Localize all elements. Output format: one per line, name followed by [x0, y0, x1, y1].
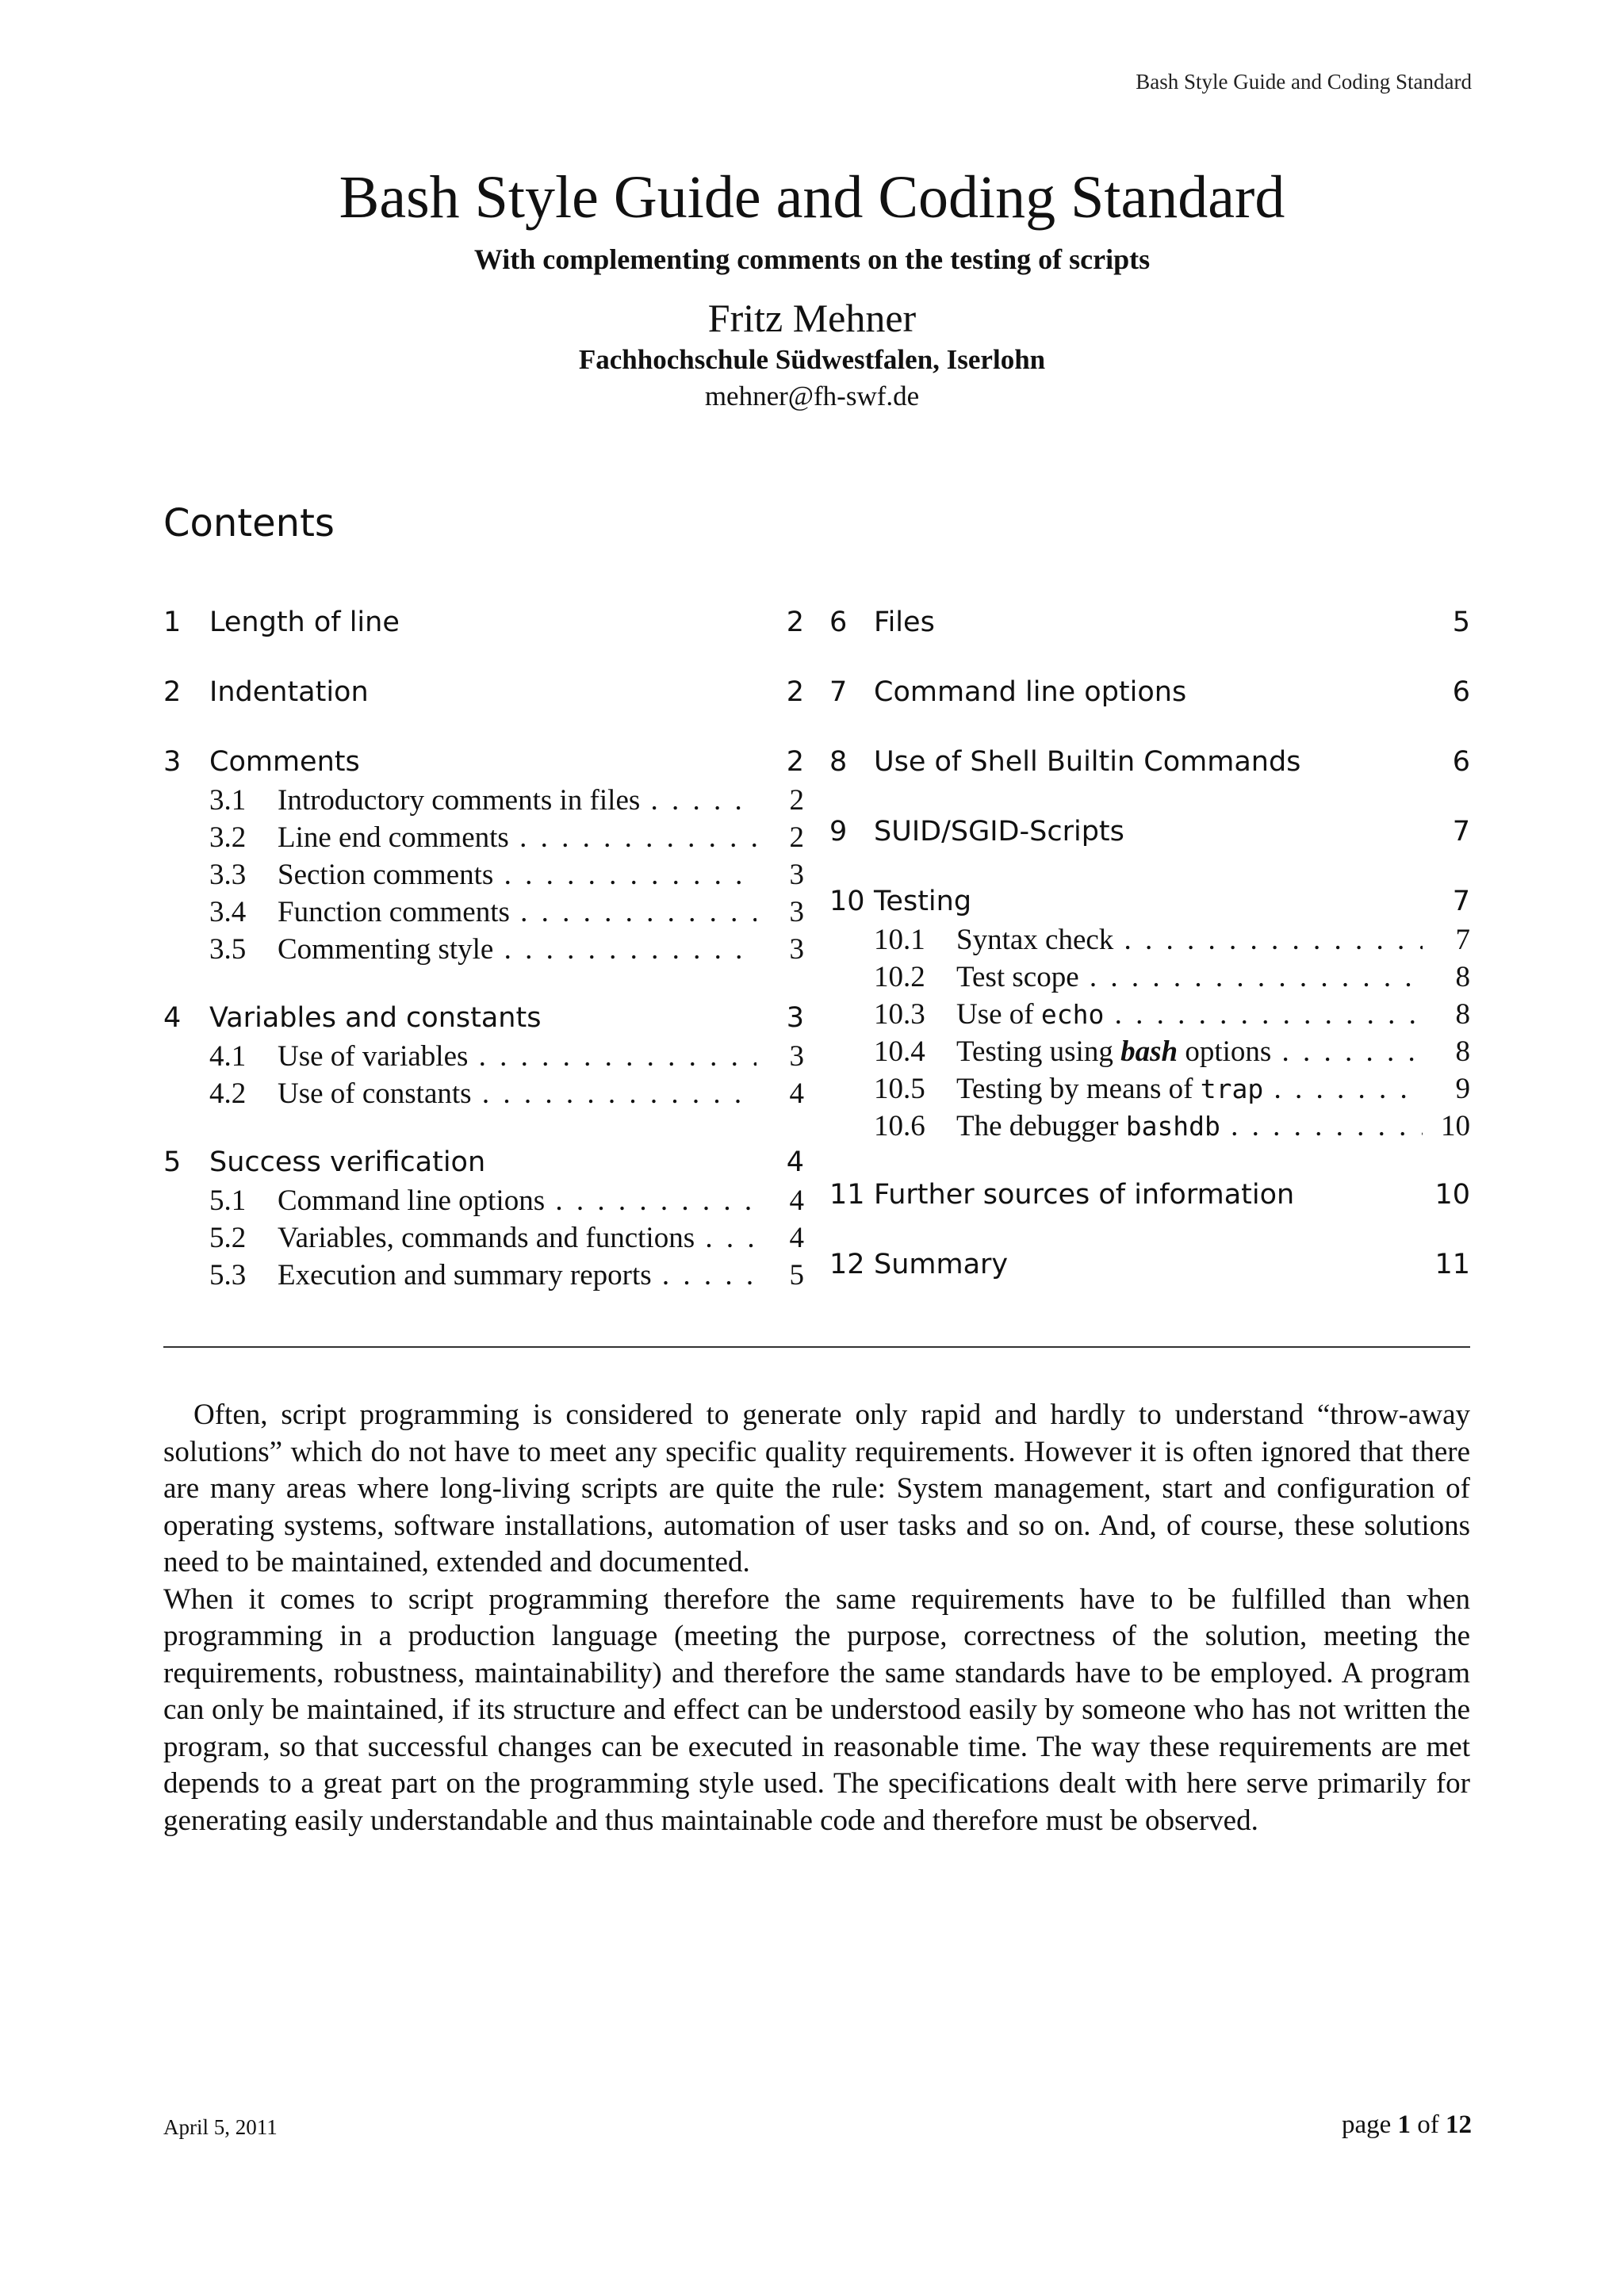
toc-section-entry[interactable]: [829, 1245, 1470, 1284]
toc-subsection-page: 4: [789, 1222, 804, 1254]
toc-section-entry[interactable]: [829, 742, 1470, 782]
toc-subsection-entry[interactable]: [829, 996, 1470, 1033]
toc-subsection-number: 10.3: [874, 998, 925, 1031]
toc-subsection-title-text: Commenting style: [278, 933, 494, 966]
toc-subsection-title: [278, 856, 756, 894]
footer-date: April 5, 2011: [163, 2115, 278, 2139]
toc-subsection-entry[interactable]: [163, 1182, 804, 1219]
toc-subsection-page: 2: [789, 821, 804, 854]
footer-page-word: page: [1341, 2110, 1392, 2139]
toc-section-entry[interactable]: [829, 882, 1470, 921]
toc-subsection-title-text: Testing using: [956, 1035, 1121, 1068]
body-text: [163, 1397, 1470, 1839]
toc-subsection-number: 5.1: [209, 1184, 247, 1217]
toc-section-title: Comments: [209, 746, 360, 778]
toc-subsection-entry[interactable]: [163, 931, 804, 968]
toc-subsection-number: 10.6: [874, 1110, 925, 1142]
toc-section-entry[interactable]: [163, 1142, 804, 1182]
toc-right-column: [829, 603, 1470, 1314]
toc-section-page: 6: [1452, 746, 1470, 778]
toc-subsection-entry[interactable]: [829, 1070, 1470, 1108]
toc-subsection-number: 3.1: [209, 784, 247, 817]
toc-subsection-page: 8: [1455, 998, 1470, 1031]
toc-section-number: 3: [163, 746, 182, 778]
toc-section-page: 7: [1452, 816, 1470, 848]
title-block: [0, 165, 1624, 412]
toc-subsection-title-text: Testing by means of: [956, 1073, 1201, 1105]
toc-subsection-title-text: options: [1178, 1035, 1272, 1068]
toc-section: [163, 672, 804, 712]
toc-subsection-number: 3.2: [209, 821, 247, 854]
toc-subsection-page: 2: [789, 784, 804, 817]
toc-subsection-title: [956, 1070, 1423, 1108]
toc-section: [829, 882, 1470, 1145]
toc-subsection-page: 7: [1455, 924, 1470, 956]
toc-subsection-title-text: Test scope: [956, 961, 1079, 993]
toc-subsection-entry[interactable]: [163, 819, 804, 856]
toc-subsection-number: 3.4: [209, 896, 247, 928]
toc-section-page: 11: [1434, 1249, 1470, 1280]
toc-subsection-entry[interactable]: [163, 1038, 804, 1075]
toc-subsection-number: 5.3: [209, 1259, 247, 1292]
toc-subsection-entry[interactable]: [829, 921, 1470, 959]
toc-subsection-title: [278, 1182, 756, 1219]
document-subtitle: With complementing comments on the testing of scripts: [473, 243, 1151, 275]
toc-section-number: 7: [829, 676, 848, 708]
toc-subsection-page: 9: [1455, 1073, 1470, 1105]
toc-subsection-title-text: Variables, commands and functions: [278, 1222, 695, 1254]
toc-subsection-page: 4: [789, 1184, 804, 1217]
toc-section-page: 10: [1434, 1179, 1470, 1211]
author-affiliation: Fachhochschule Südwestfalen, Iserlohn: [578, 343, 1046, 375]
toc-subsection-page: 3: [789, 933, 804, 966]
toc-section-title: Testing: [874, 886, 972, 917]
toc-section-title: Use of Shell Builtin Commands: [874, 746, 1301, 778]
toc-section-page: 3: [786, 1002, 804, 1034]
toc-section-number: 12: [829, 1249, 865, 1280]
toc-section: [163, 603, 804, 642]
toc-subsection-entry[interactable]: [829, 1108, 1470, 1145]
toc-subsection-title: [956, 996, 1423, 1033]
footer-page-of: of: [1417, 2110, 1439, 2139]
toc-section-title: Further sources of information: [874, 1179, 1295, 1211]
toc-subsection-number: 5.2: [209, 1222, 247, 1254]
toc-subsection-title-text: Introductory comments in files: [278, 784, 641, 817]
toc-section: [829, 1175, 1470, 1215]
toc-subsection-entry[interactable]: [163, 894, 804, 931]
toc-subsection-entry[interactable]: [163, 1219, 804, 1257]
toc-subsection-emphasis: bash: [1120, 1035, 1178, 1068]
toc-subsection-number: 3.3: [209, 859, 247, 891]
toc-section-number: 10: [829, 886, 865, 917]
toc-subsection-entry[interactable]: [829, 1033, 1470, 1070]
toc-left-column: [163, 603, 804, 1324]
toc-section-page: 2: [786, 676, 804, 708]
toc-subsection-title: [956, 921, 1423, 959]
toc-subsection-code: bashdb: [1125, 1111, 1220, 1142]
toc-section-entry[interactable]: [829, 812, 1470, 851]
body-paragraph: When it comes to script programming therefore the same requirements have to be fulfilled than when programming in a production language (meeting the purpose, correctness of the solution, meeting the requirements, robustness, maintainability) and therefore the same standards have to be employed. A program can only be maintained, if its structure and effect can be understood easily by someone who has not written the program, so that successful changes can be executed in reasonable time. The way these requirements are met depends to a great part on the programming style used. The specifications dealt with here serve primarily for generating easily understandable and thus maintainable code and therefore must be observed.: [163, 1582, 1470, 1837]
toc-subsection-number: 10.4: [874, 1035, 925, 1068]
toc-section-number: 4: [163, 1002, 182, 1034]
toc-subsection-title-text: Use of: [956, 998, 1041, 1031]
toc-section-title: Length of line: [209, 607, 400, 638]
toc-subsection-title: [278, 819, 756, 856]
toc-subsection-page: 3: [789, 1040, 804, 1073]
toc-subsection-title: [956, 1033, 1423, 1070]
toc-subsection-title-text: Use of constants: [278, 1077, 472, 1110]
toc-subsection-entry[interactable]: [163, 1257, 804, 1294]
toc-subsection-page: 8: [1455, 961, 1470, 993]
toc-subsection-number: 4.1: [209, 1040, 247, 1073]
toc-section-number: 1: [163, 607, 182, 638]
author-name: Fritz Mehner: [707, 295, 917, 340]
toc-subsection-title-text: Use of variables: [278, 1040, 469, 1073]
toc-section-entry[interactable]: [163, 742, 804, 782]
footer-page-number: [1342, 2110, 1472, 2140]
toc-subsection-entry[interactable]: [163, 782, 804, 819]
toc-subsection-title: [278, 1257, 756, 1294]
footer-page-total: 12: [1446, 2110, 1472, 2139]
toc-section-title: Indentation: [209, 676, 369, 708]
toc-subsection-number: 10.2: [874, 961, 925, 993]
toc-section-title: Summary: [874, 1249, 1009, 1280]
body-paragraph: Often, script programming is considered to generate only rapid and hardly to understand “throw-away solutions” which do not have to meet any specific quality requirements. However it is often ignored that there are many areas where long-living scripts are quite the rule: System management, start and configuration of operating systems, software installations, automation of user tasks and so on. And, of course, these solutions need to be maintained, extended and documented.: [163, 1399, 1470, 1578]
toc-subsection-title: [278, 894, 756, 931]
toc-subsection-title: [278, 1038, 756, 1075]
toc-subsection-number: 10.1: [874, 924, 925, 956]
toc-subsection-title: [278, 1075, 756, 1112]
toc-subsection-number: 10.5: [874, 1073, 925, 1105]
toc-subsection-page: 10: [1441, 1110, 1470, 1142]
toc-subsection-title-text: Section comments: [278, 859, 494, 891]
toc-section-number: 6: [829, 607, 848, 638]
toc-section-page: 5: [1452, 607, 1470, 638]
toc-subsection-title-text: Execution and summary reports: [278, 1259, 652, 1292]
toc-section-number: 8: [829, 746, 848, 778]
toc-section-entry[interactable]: [163, 998, 804, 1038]
toc-subsection-entry[interactable]: [163, 1075, 804, 1112]
toc-section-page: 4: [786, 1146, 804, 1178]
toc-section-title: Files: [874, 607, 935, 638]
toc-section-page: 2: [786, 607, 804, 638]
toc-section: [163, 998, 804, 1112]
toc-section-number: 9: [829, 816, 848, 848]
toc-section-page: 6: [1452, 676, 1470, 708]
toc-subsection-title: [278, 1219, 756, 1257]
toc-section: [163, 1142, 804, 1294]
toc-subsection-entry[interactable]: [163, 856, 804, 894]
toc-subsection-page: 8: [1455, 1035, 1470, 1068]
toc-section: [829, 742, 1470, 782]
toc-subsection-code: echo: [1040, 999, 1105, 1030]
toc-subsection-page: 3: [789, 896, 804, 928]
toc-subsection-page: 3: [789, 859, 804, 891]
toc-section-entry[interactable]: [163, 603, 804, 642]
toc-section-number: 5: [163, 1146, 182, 1178]
toc-section-entry[interactable]: [829, 603, 1470, 642]
toc-section: [829, 672, 1470, 712]
toc-subsection-title: [278, 782, 756, 819]
toc-subsection-page: 5: [789, 1259, 804, 1292]
toc-subsection-title-text: Command line options: [278, 1184, 546, 1217]
toc-section-page: 7: [1452, 886, 1470, 917]
toc-section: [163, 742, 804, 968]
toc-subsection-number: 3.5: [209, 933, 247, 966]
contents-heading: Contents: [163, 501, 335, 545]
toc-subsection-title-text: The debugger: [956, 1110, 1126, 1142]
running-header: Bash Style Guide and Coding Standard: [1136, 70, 1472, 94]
toc-subsection-title-text: Function comments: [278, 896, 510, 928]
toc-section: [829, 603, 1470, 642]
toc-section-entry[interactable]: [163, 672, 804, 712]
toc-section-entry[interactable]: [829, 672, 1470, 712]
author-email[interactable]: mehner@fh-swf.de: [704, 380, 920, 411]
toc-subsection-page: 4: [789, 1077, 804, 1110]
toc-subsection-code: trap: [1200, 1073, 1264, 1104]
toc-subsection-title-text: Line end comments: [278, 821, 509, 854]
toc-section: [829, 812, 1470, 851]
toc-section-title: Success verification: [209, 1146, 486, 1178]
separator-rule: [163, 1346, 1470, 1348]
toc-section: [829, 1245, 1470, 1284]
toc-section-page: 2: [786, 746, 804, 778]
toc-subsection-number: 4.2: [209, 1077, 247, 1110]
toc-subsection-title: [956, 959, 1423, 996]
toc-subsection-title: [956, 1108, 1423, 1145]
footer-page-current: 1: [1397, 2110, 1411, 2139]
toc-subsection-entry[interactable]: [829, 959, 1470, 996]
toc-section-number: 11: [829, 1179, 865, 1211]
toc-section-title: SUID/SGID-Scripts: [874, 816, 1124, 848]
toc-section-title: Variables and constants: [209, 1002, 542, 1034]
toc-section-title: Command line options: [874, 676, 1187, 708]
document-title: Bash Style Guide and Coding Standard: [339, 164, 1285, 231]
toc-section-number: 2: [163, 676, 182, 708]
toc-section-entry[interactable]: [829, 1175, 1470, 1215]
toc-subsection-title-text: Syntax check: [956, 924, 1114, 956]
toc-subsection-title: [278, 931, 756, 968]
